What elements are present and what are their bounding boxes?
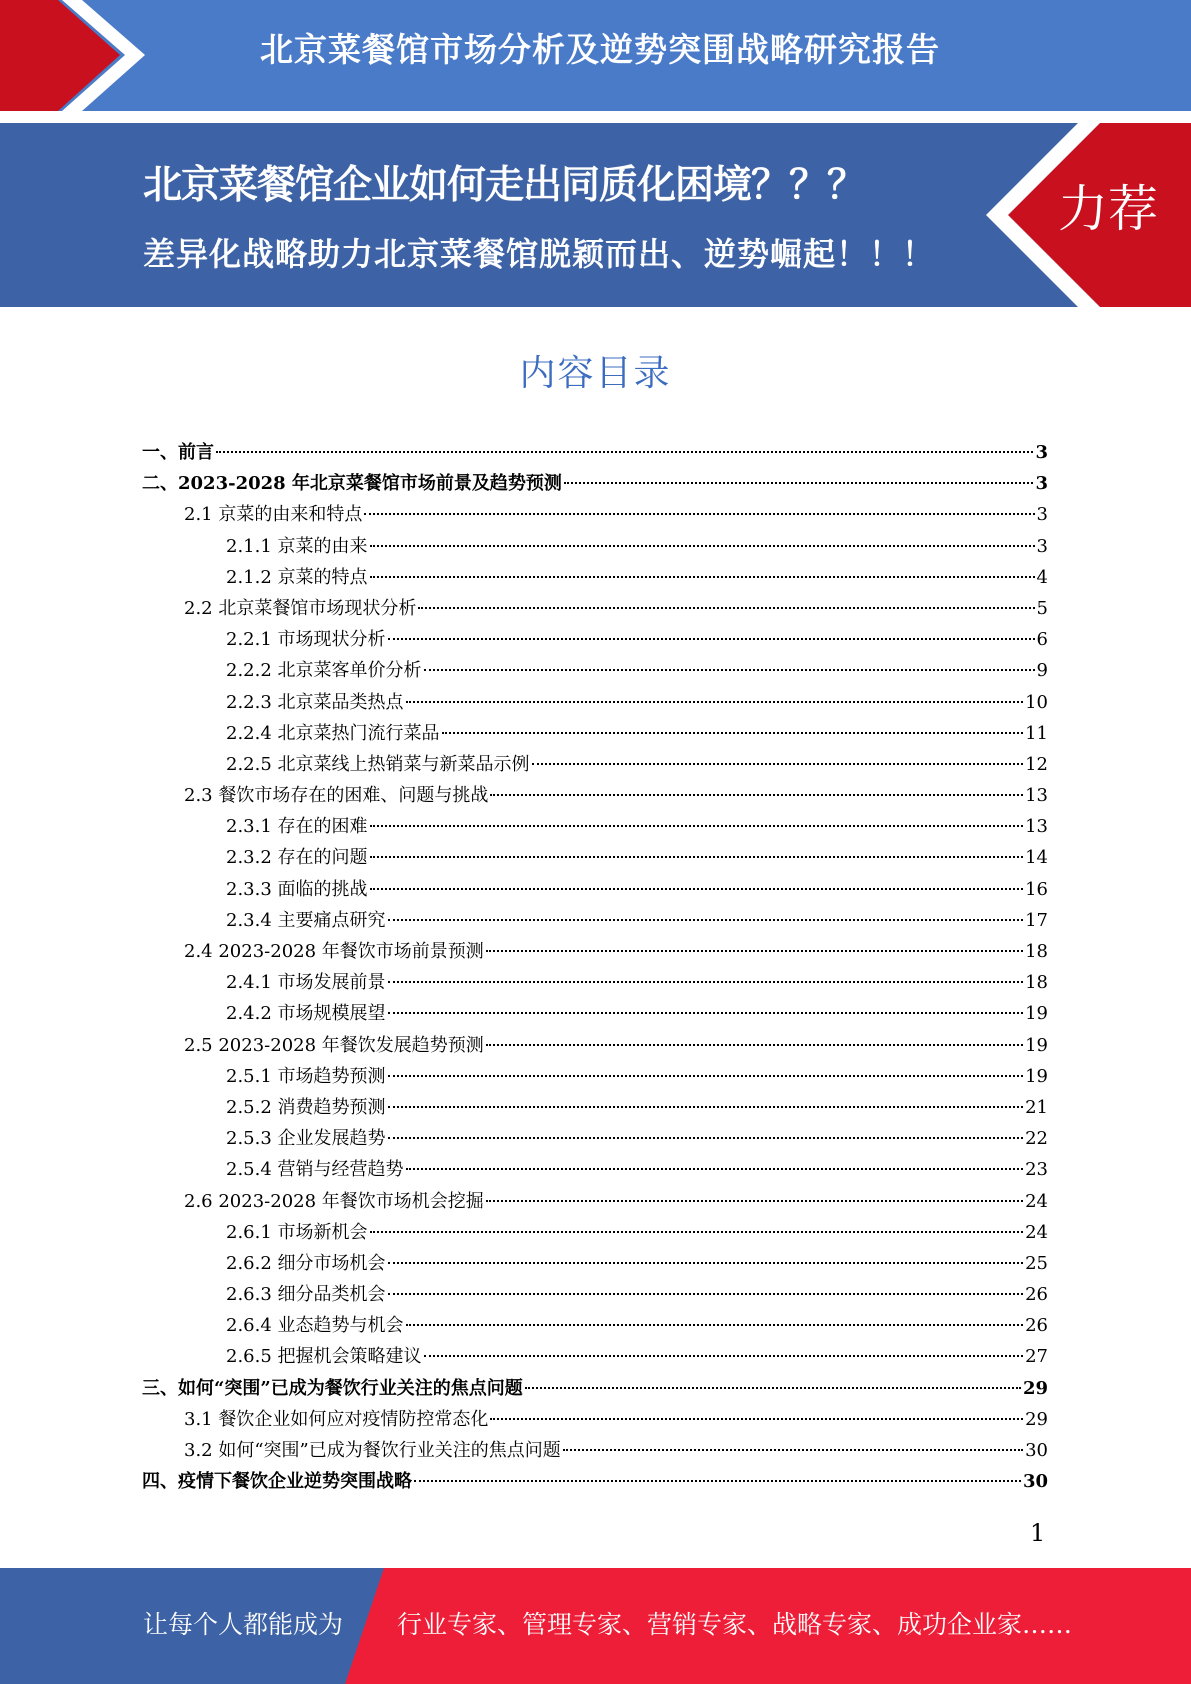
toc-entry-label: 2.6.3 细分品类机会 [226,1284,386,1306]
dot-leader [388,919,1024,921]
toc-entry-label: 2.4.2 市场规模展望 [226,1003,386,1025]
toc-entry[interactable] [142,1435,1048,1466]
toc-entry-label: 2.6.1 市场新机会 [226,1221,368,1243]
toc-entry-label: 三、如何“突围”已成为餐饮行业关注的焦点问题 [142,1377,523,1399]
toc-entry-page: 14 [1025,847,1048,869]
dot-leader [442,732,1024,734]
toc-entry-label: 2.6.4 业态趋势与机会 [226,1315,404,1337]
toc-entry-label: 3.1 餐饮企业如何应对疫情防控常态化 [184,1408,489,1430]
toc-entry-page: 27 [1025,1346,1048,1368]
dot-leader [370,888,1024,890]
toc-entry[interactable] [142,1466,1048,1497]
toc-entry[interactable] [142,531,1048,562]
toc-entry-label: 2.2.3 北京菜品类热点 [226,691,404,713]
toc-entry-page: 19 [1025,1034,1048,1056]
toc-entry[interactable] [142,718,1048,749]
toc-title: 内容目录 [519,353,672,394]
dot-leader [388,638,1035,640]
toc-entry[interactable] [142,905,1048,936]
toc-entry[interactable] [142,1310,1048,1341]
toc-entry[interactable] [142,1123,1048,1154]
toc-entry-page: 6 [1036,629,1048,651]
toc-entry[interactable] [142,1341,1048,1372]
toc-entry-page: 29 [1025,1408,1048,1430]
toc-entry[interactable] [142,874,1048,905]
toc-entry-page: 12 [1025,753,1048,775]
toc-entry-page: 22 [1025,1128,1048,1150]
toc-entry[interactable] [142,1030,1048,1061]
dot-leader [370,1231,1024,1233]
dot-leader [532,763,1024,765]
toc-entry-label: 四、疫情下餐饮企业逆势突围战略 [142,1471,412,1493]
toc-entry[interactable] [142,1061,1048,1092]
dot-leader [406,701,1024,703]
toc-entry[interactable] [142,1154,1048,1185]
toc-entry[interactable] [142,687,1048,718]
dot-leader [370,825,1024,827]
toc-entry-page: 29 [1022,1377,1048,1399]
red-chevron-decoration [0,0,160,111]
top-banner [0,0,1191,111]
dot-leader [563,1449,1023,1451]
dot-leader [388,1075,1024,1077]
dot-leader [364,513,1034,515]
toc-entry[interactable] [142,655,1048,686]
hero-chevron-decoration [0,123,1191,307]
toc-entry-label: 2.1.2 京菜的特点 [226,566,368,588]
dot-leader [388,981,1024,983]
toc-entry-page: 3 [1035,473,1048,495]
dot-leader [370,545,1035,547]
recommend-badge: 力荐 [1058,180,1158,238]
dot-leader [525,1387,1021,1389]
toc-entry-page: 4 [1036,566,1048,588]
toc-entry-label: 一、前言 [142,442,214,463]
toc-entry-page: 19 [1025,1003,1048,1025]
toc-entry-label: 2.6.2 细分市场机会 [226,1252,386,1274]
dot-leader [414,1480,1021,1482]
toc-entry-label: 2.6.5 把握机会策略建议 [226,1346,422,1368]
hero-subheadline: 差异化战略助力北京菜餐馆脱颖而出、逆势崛起！！！ [143,235,936,273]
dot-leader [388,1293,1024,1295]
toc-entry-page: 19 [1025,1065,1048,1087]
hero-headline: 北京菜餐馆企业如何走出同质化困境？？？ [143,163,866,208]
dot-leader [490,1418,1023,1420]
toc-entry-label: 2.3.1 存在的困难 [226,816,368,838]
toc-entry[interactable] [142,842,1048,873]
toc-entry[interactable] [142,998,1048,1029]
toc-entry-page: 17 [1025,909,1048,931]
dot-leader [370,576,1035,578]
toc-entry[interactable] [142,1404,1048,1435]
toc-entry-label: 2.5.2 消费趋势预测 [226,1096,386,1118]
dot-leader [564,482,1034,484]
toc-entry[interactable] [142,749,1048,780]
report-title: 北京菜餐馆市场分析及逆势突围战略研究报告 [260,30,940,69]
toc-entry[interactable] [142,811,1048,842]
toc-entry-page: 10 [1025,691,1048,713]
toc-entry[interactable] [142,624,1048,655]
hero-banner [0,123,1191,307]
toc-entry-label: 2.3.2 存在的问题 [226,847,368,869]
toc-entry[interactable] [142,593,1048,624]
dot-leader [388,1137,1024,1139]
toc-entry-label: 2.2.4 北京菜热门流行菜品 [226,722,440,744]
toc-entry-page: 5 [1036,597,1048,619]
footer-banner [0,1568,1191,1684]
dot-leader [388,1012,1024,1014]
dot-leader [406,1168,1024,1170]
dot-leader [388,1106,1024,1108]
dot-leader [418,607,1034,609]
toc-entry[interactable] [142,499,1048,530]
toc-entry[interactable] [142,468,1048,499]
dot-leader [388,1262,1024,1264]
toc-entry-page: 30 [1022,1471,1048,1493]
toc-entry-page: 11 [1025,722,1048,744]
page-number: 1 [1030,1519,1046,1547]
dot-leader [370,856,1024,858]
toc-entry-label: 二、2023-2028 年北京菜餐馆市场前景及趋势预测 [142,473,562,495]
toc-entry-page: 3 [1036,504,1048,526]
toc-entry-page: 13 [1025,785,1048,807]
footer-slogan-left: 让每个人都能成为 [143,1610,344,1639]
toc-entry-label: 2.3.3 面临的挑战 [226,878,368,900]
toc-entry-page: 26 [1025,1315,1048,1337]
toc-entry-label: 2.5 2023-2028 年餐饮发展趋势预测 [184,1034,484,1056]
dot-leader [486,1200,1023,1202]
toc-entry[interactable] [142,967,1048,998]
table-of-contents [142,437,1048,1497]
toc-entry[interactable] [142,1248,1048,1279]
toc-entry-label: 2.3.4 主要痛点研究 [226,909,386,931]
toc-entry-label: 2.2.2 北京菜客单价分析 [226,660,422,682]
toc-entry-page: 30 [1025,1440,1048,1461]
toc-entry-label: 2.1.1 京菜的由来 [226,535,368,557]
toc-entry-label: 2.5.1 市场趋势预测 [226,1065,386,1087]
toc-entry-page: 16 [1025,878,1048,900]
toc-entry[interactable] [142,780,1048,811]
toc-entry-label: 2.1 京菜的由来和特点 [184,504,363,526]
dot-leader [406,1324,1024,1326]
dot-leader [486,1044,1023,1046]
toc-entry-label: 2.5.3 企业发展趋势 [226,1128,386,1150]
toc-entry-label: 2.6 2023-2028 年餐饮市场机会挖掘 [184,1190,484,1212]
toc-entry-label: 3.2 如何“突围”已成为餐饮行业关注的焦点问题 [184,1440,561,1461]
toc-entry-label: 2.4 2023-2028 年餐饮市场前景预测 [184,941,484,962]
dot-leader [490,794,1023,796]
toc-entry-label: 2.3 餐饮市场存在的困难、问题与挑战 [184,785,489,807]
toc-entry-label: 2.2.5 北京菜线上热销菜与新菜品示例 [226,753,530,775]
toc-entry-page: 13 [1025,816,1048,838]
toc-entry[interactable] [142,1217,1048,1248]
toc-entry[interactable] [142,1373,1048,1404]
toc-entry-page: 24 [1025,1190,1048,1212]
toc-entry[interactable] [142,1279,1048,1310]
toc-entry[interactable] [142,562,1048,593]
toc-entry-page: 24 [1025,1221,1048,1243]
dot-leader [216,451,1033,453]
toc-entry-page: 25 [1025,1252,1048,1274]
toc-entry-page: 21 [1025,1096,1048,1118]
toc-entry-page: 3 [1036,535,1048,557]
toc-entry-label: 2.2.1 市场现状分析 [226,629,386,651]
dot-leader [424,1355,1024,1357]
toc-entry-page: 9 [1036,660,1048,682]
toc-entry-page: 23 [1025,1159,1048,1181]
footer-slogan-right: 行业专家、管理专家、营销专家、战略专家、成功企业家…… [397,1610,1073,1639]
toc-entry-label: 2.2 北京菜餐馆市场现状分析 [184,597,417,619]
toc-entry[interactable] [142,936,1048,967]
toc-entry[interactable] [142,1092,1048,1123]
dot-leader [424,669,1035,671]
toc-entry[interactable] [142,437,1048,468]
toc-entry-label: 2.5.4 营销与经营趋势 [226,1159,404,1181]
toc-entry-page: 3 [1035,442,1048,463]
toc-entry-page: 18 [1025,941,1048,962]
toc-entry-page: 26 [1025,1284,1048,1306]
toc-entry-label: 2.4.1 市场发展前景 [226,972,386,994]
dot-leader [486,950,1023,952]
toc-entry[interactable] [142,1186,1048,1217]
toc-entry-page: 18 [1025,972,1048,994]
